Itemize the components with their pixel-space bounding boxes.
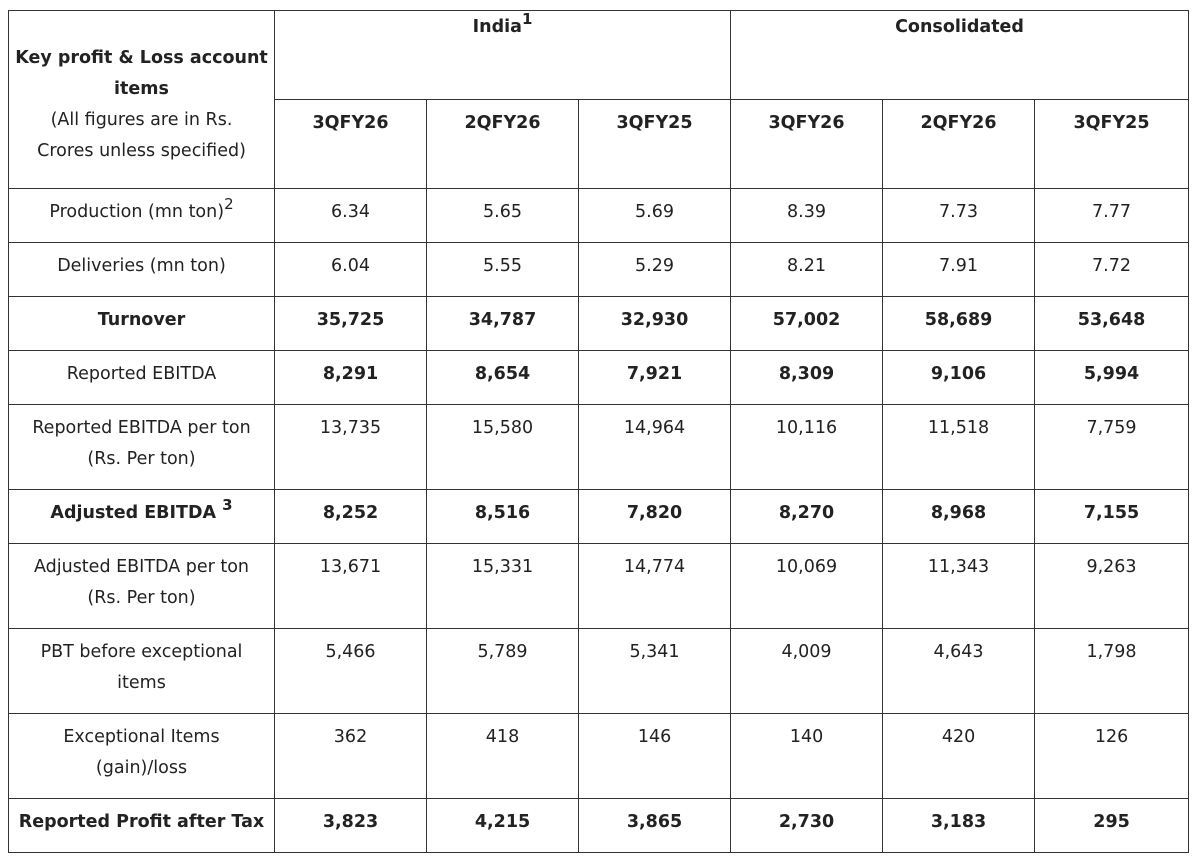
row-label (9, 490, 275, 544)
table-cell: 35,725 (275, 297, 427, 351)
table-row (9, 405, 1189, 490)
table-row (9, 714, 1189, 799)
table-cell: 8.21 (731, 243, 883, 297)
table-cell: 7,820 (579, 490, 731, 544)
row-label-line1: Adjusted EBITDA per ton (33, 557, 250, 577)
row-label-line1: Exceptional Items (63, 727, 220, 747)
table-row (9, 297, 1189, 351)
label-note-line1: (All figures are in Rs. (50, 110, 233, 130)
pl-table-container (8, 10, 1189, 853)
table-cell: 9,263 (1035, 544, 1189, 629)
row-label (9, 189, 275, 243)
table-cell: 7.91 (883, 243, 1035, 297)
table-cell: 58,689 (883, 297, 1035, 351)
table-cell: 14,774 (579, 544, 731, 629)
table-cell: 8,654 (427, 351, 579, 405)
table-cell: 146 (579, 714, 731, 799)
table-cell: 3,183 (883, 799, 1035, 853)
header-row-groups (9, 11, 1189, 100)
period-header: 3QFY25 (1035, 100, 1189, 189)
table-cell: 14,964 (579, 405, 731, 490)
label-note-line2: Crores unless specified) (37, 141, 246, 161)
table-row (9, 243, 1189, 297)
row-label (9, 714, 275, 799)
period-header: 2QFY26 (427, 100, 579, 189)
table-cell: 8,270 (731, 490, 883, 544)
table-cell: 140 (731, 714, 883, 799)
row-label (9, 544, 275, 629)
table-cell: 5.69 (579, 189, 731, 243)
table-cell: 418 (427, 714, 579, 799)
row-label-text: Production (mn ton) (49, 202, 225, 222)
table-cell: 3,865 (579, 799, 731, 853)
table-cell: 3,823 (275, 799, 427, 853)
table-cell: 57,002 (731, 297, 883, 351)
table-cell: 7.73 (883, 189, 1035, 243)
table-cell: 362 (275, 714, 427, 799)
table-cell: 7.72 (1035, 243, 1189, 297)
table-cell: 9,106 (883, 351, 1035, 405)
row-label-text: Adjusted EBITDA (50, 503, 223, 523)
table-cell: 7,921 (579, 351, 731, 405)
label-title-line1: Key profit & Loss account (15, 48, 268, 68)
table-cell: 6.04 (275, 243, 427, 297)
table-cell: 4,009 (731, 629, 883, 714)
period-header: 2QFY26 (883, 100, 1035, 189)
table-cell: 5,466 (275, 629, 427, 714)
row-label-header (9, 11, 275, 189)
table-cell: 420 (883, 714, 1035, 799)
row-label: Reported Profit after Tax (9, 799, 275, 853)
label-title-line2: items (114, 79, 169, 99)
table-row (9, 189, 1189, 243)
table-cell: 6.34 (275, 189, 427, 243)
table-cell: 10,116 (731, 405, 883, 490)
table-cell: 4,643 (883, 629, 1035, 714)
row-label-line2: items (117, 673, 166, 693)
footnote-3: 3 (222, 496, 233, 514)
table-row (9, 490, 1189, 544)
group-india-label: India (472, 17, 522, 37)
table-cell: 5,994 (1035, 351, 1189, 405)
table-cell: 5.29 (579, 243, 731, 297)
table-cell: 13,735 (275, 405, 427, 490)
row-label: Reported EBITDA (9, 351, 275, 405)
table-cell: 7,759 (1035, 405, 1189, 490)
footnote-1: 1 (521, 10, 533, 28)
period-header: 3QFY26 (731, 100, 883, 189)
table-row (9, 799, 1189, 853)
table-cell: 8,968 (883, 490, 1035, 544)
table-cell: 15,331 (427, 544, 579, 629)
table-cell: 8,516 (427, 490, 579, 544)
period-header: 3QFY25 (579, 100, 731, 189)
table-row (9, 351, 1189, 405)
table-cell: 11,343 (883, 544, 1035, 629)
row-label: Deliveries (mn ton) (9, 243, 275, 297)
row-label (9, 629, 275, 714)
table-cell: 1,798 (1035, 629, 1189, 714)
pl-table (8, 10, 1189, 853)
table-cell: 4,215 (427, 799, 579, 853)
table-cell: 8,291 (275, 351, 427, 405)
table-cell: 2,730 (731, 799, 883, 853)
table-row (9, 544, 1189, 629)
table-cell: 5.65 (427, 189, 579, 243)
table-cell: 15,580 (427, 405, 579, 490)
table-cell: 295 (1035, 799, 1189, 853)
table-cell: 7.77 (1035, 189, 1189, 243)
table-cell: 53,648 (1035, 297, 1189, 351)
table-cell: 5,789 (427, 629, 579, 714)
group-consolidated-label: Consolidated (895, 17, 1024, 37)
table-cell: 126 (1035, 714, 1189, 799)
table-cell: 11,518 (883, 405, 1035, 490)
period-header: 3QFY26 (275, 100, 427, 189)
row-label (9, 405, 275, 490)
table-cell: 8.39 (731, 189, 883, 243)
table-cell: 34,787 (427, 297, 579, 351)
footnote-2: 2 (224, 195, 234, 213)
table-cell: 13,671 (275, 544, 427, 629)
row-label-line1: PBT before exceptional (40, 642, 243, 662)
table-cell: 10,069 (731, 544, 883, 629)
table-cell: 5.55 (427, 243, 579, 297)
row-label-line1: Reported EBITDA per ton (32, 418, 251, 438)
group-header-india (275, 11, 731, 100)
row-label-line2: (gain)/loss (95, 758, 188, 778)
table-cell: 5,341 (579, 629, 731, 714)
table-cell: 32,930 (579, 297, 731, 351)
group-header-consolidated (731, 11, 1189, 100)
row-label-line2: (Rs. Per ton) (87, 449, 196, 469)
table-cell: 8,309 (731, 351, 883, 405)
row-label: Turnover (9, 297, 275, 351)
table-cell: 7,155 (1035, 490, 1189, 544)
row-label-line2: (Rs. Per ton) (87, 588, 196, 608)
table-row (9, 629, 1189, 714)
table-cell: 8,252 (275, 490, 427, 544)
